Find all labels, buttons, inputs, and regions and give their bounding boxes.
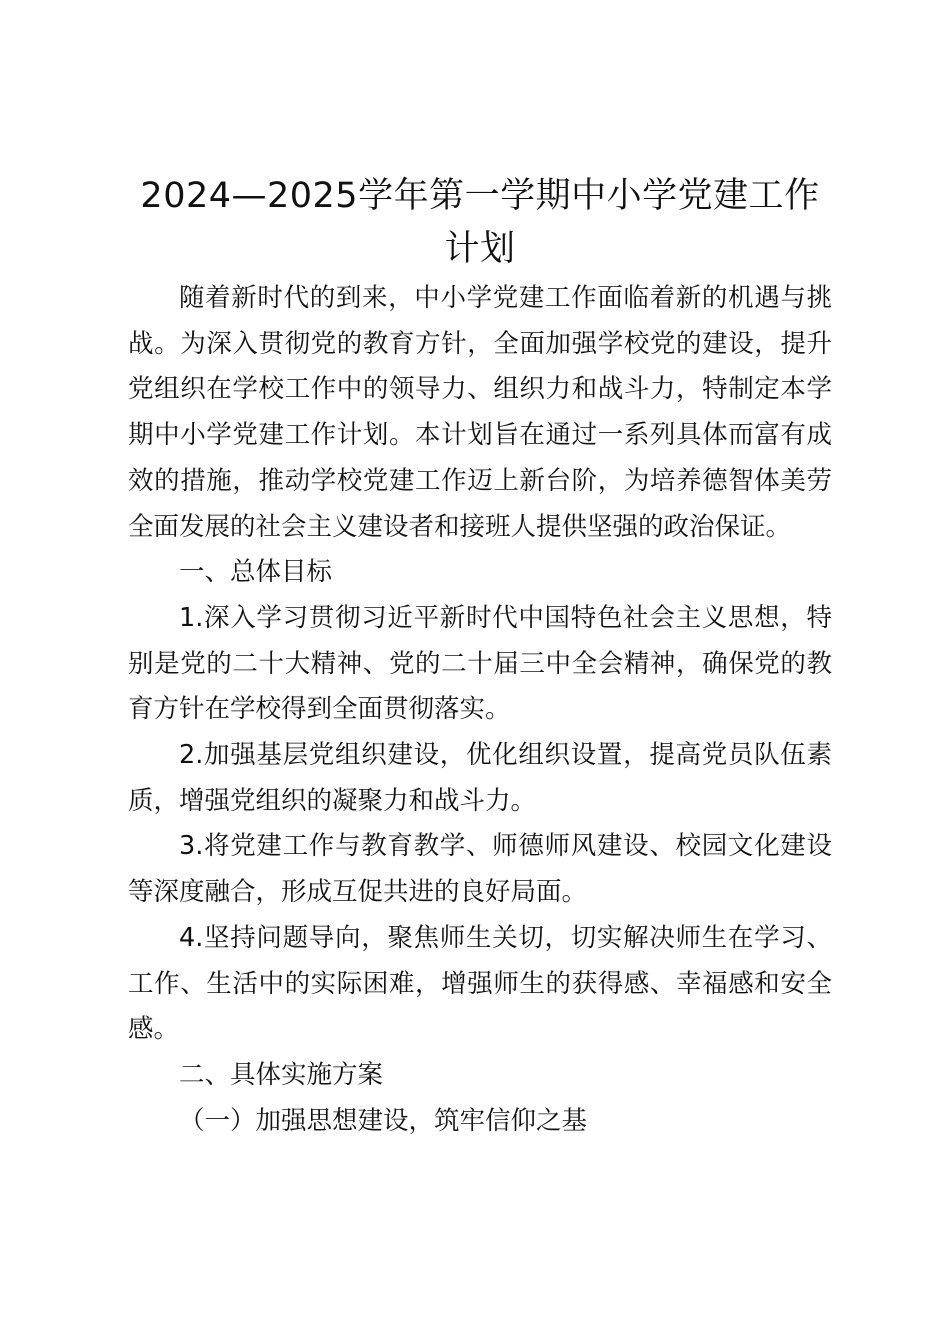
subsection-heading-1: （一）加强思想建设，筑牢信仰之基 [179, 1105, 588, 1136]
section-heading-plan: 二、具体实施方案 [179, 1059, 384, 1090]
intro-paragraph: 随着新时代的到来，中小学党建工作面临着新的机遇与挑战。为深入贯彻党的教育方针，全面加强学校党的建设，提升党组织在学校工作中的领导力、组织力和战斗力，特制定本学期中小学党建工作计划。本计划旨在通过一系列具体而富有成效的措施，推动学校党建工作迈上新台阶，为培养德智体美劳全面发展的社会主义建设者和接班人提供坚强的政治保证。 [128, 283, 832, 542]
goal-item-2: 2.加强基层党组织建设，优化组织设置，提高党员队伍素质，增强党组织的凝聚力和战斗力。 [128, 740, 832, 816]
document-title: 2024—2025学年第一学期中小学党建工作计划 [140, 176, 820, 269]
goal-item-3: 3.将党建工作与教育教学、师德师风建设、校园文化建设等深度融合，形成互促共进的良好局面。 [128, 831, 832, 908]
section-heading-goals: 一、总体目标 [179, 557, 333, 588]
document-page [128, 170, 832, 1144]
goal-item-4: 4.坚持问题导向，聚焦师生关切，切实解决师生在学习、工作、生活中的实际困难，增强师生的获得感、幸福感和安全感。 [128, 922, 832, 1045]
goal-item-1: 1.深入学习贯彻习近平新时代中国特色社会主义思想，特别是党的二十大精神、党的二十届三中全会精神，确保党的教育方针在学校得到全面贯彻落实。 [128, 602, 832, 725]
